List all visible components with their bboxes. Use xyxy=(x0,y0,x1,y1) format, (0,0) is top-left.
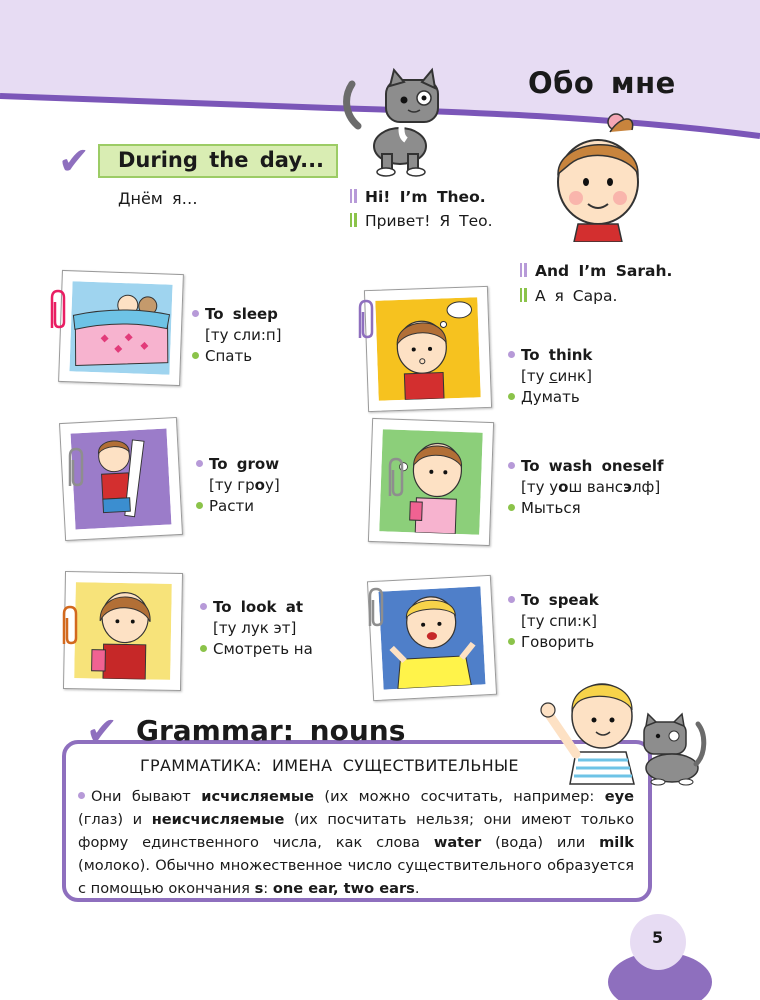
pron-stress: о xyxy=(558,478,569,496)
bar-marker xyxy=(350,189,357,203)
term-uncountable: неисчисляемые xyxy=(151,811,285,828)
paperclip-icon xyxy=(44,288,70,332)
vocab-item-speak xyxy=(508,590,599,653)
look-at-picture xyxy=(74,582,172,680)
grammar-part: . xyxy=(414,880,420,897)
vocab-ru xyxy=(192,346,282,367)
pron-part: [ту гр xyxy=(209,476,255,494)
vocab-item-look-at xyxy=(200,597,313,660)
vocab-item-grow xyxy=(196,454,280,517)
term-eye: eye xyxy=(604,788,634,805)
boy-theo-icon xyxy=(540,664,710,786)
dot-marker xyxy=(200,645,207,652)
sleep-picture xyxy=(69,281,172,374)
vocab-ru xyxy=(200,639,313,660)
pron-part: у] xyxy=(264,476,280,494)
vocab-en-text: To grow xyxy=(209,455,280,473)
vocab-ru-text: Расти xyxy=(209,497,254,515)
bar-marker xyxy=(350,213,357,227)
pron-part: [ту у xyxy=(521,478,559,496)
dot-marker xyxy=(196,460,203,467)
vocab-ru-text: Смотреть на xyxy=(213,640,313,658)
bar-marker xyxy=(520,263,527,277)
paperclip-icon xyxy=(62,446,88,490)
vocab-pron: [ту спи:к] xyxy=(521,612,598,630)
vocab-pron xyxy=(508,366,592,387)
grammar-part: (их можно сосчитать, например: xyxy=(313,788,605,805)
pron-stress: с xyxy=(549,367,558,385)
pron-part: лф] xyxy=(631,478,661,496)
vocab-ru xyxy=(196,496,280,517)
vocab-en-text: To wash oneself xyxy=(521,457,664,475)
vocab-en-text: To sleep xyxy=(205,305,278,323)
dot-marker xyxy=(508,596,515,603)
term-countable: исчисляемые xyxy=(201,788,314,805)
sarah-ru-text: А я Сара. xyxy=(535,287,618,305)
page-number-badge xyxy=(608,912,718,1000)
theo-en-text: Hi! I’m Theo. xyxy=(365,188,486,206)
pron-stress: э xyxy=(623,478,632,496)
dot-marker xyxy=(78,792,85,799)
term-milk: milk xyxy=(599,834,634,851)
grammar-part: : xyxy=(263,880,273,897)
theo-line-en xyxy=(350,188,486,206)
grammar-part: Они бывают xyxy=(91,788,202,805)
pron-part: [ту xyxy=(521,367,550,385)
grammar-subtitle: ГРАММАТИКА: ИМЕНА СУЩЕСТВИТЕЛЬНЫЕ xyxy=(140,756,519,775)
paperclip-icon xyxy=(352,298,378,342)
paperclip-icon xyxy=(56,604,82,648)
vocab-ru-text: Думать xyxy=(521,388,580,406)
sarah-line-en xyxy=(520,262,672,280)
term-example: one ear, two ears xyxy=(272,880,415,897)
sarah-en-text: And I’m Sarah. xyxy=(535,262,673,280)
page-number: 5 xyxy=(652,928,664,947)
sarah-line-ru xyxy=(520,287,617,305)
dot-marker xyxy=(200,603,207,610)
dot-marker xyxy=(508,462,515,469)
term-s: s xyxy=(254,880,264,897)
check-icon: ✔ xyxy=(58,139,90,183)
vocab-pron xyxy=(196,475,280,496)
dot-marker xyxy=(508,393,515,400)
vocab-item-think xyxy=(508,345,592,408)
theo-line-ru xyxy=(350,212,493,230)
term-water: water xyxy=(433,834,482,851)
vocab-en xyxy=(508,456,664,477)
pron-part: ш ванс xyxy=(568,478,624,496)
bar-marker xyxy=(520,288,527,302)
grammar-text xyxy=(78,785,634,900)
vocab-pron: [ту лук эт] xyxy=(213,619,297,637)
dot-marker xyxy=(192,310,199,317)
vocab-en-text: To look at xyxy=(213,598,304,616)
vocab-pron xyxy=(508,477,664,498)
grammar-part: (молоко). Обычно множественное число существительного образуется с помощью окончания xyxy=(78,857,634,897)
dot-marker xyxy=(196,502,203,509)
dot-marker xyxy=(508,351,515,358)
pron-stress: о xyxy=(254,476,265,494)
photo-sleep xyxy=(58,270,184,386)
grammar-part: (вода) или xyxy=(481,834,600,851)
section-subtitle: Днём я… xyxy=(118,189,198,208)
page-title: Обо мне xyxy=(528,66,676,100)
think-picture xyxy=(375,297,480,400)
section-title: During the day... xyxy=(98,144,338,178)
grammar-part: (глаз) и xyxy=(78,811,152,828)
grammar-part: (их посчитать нельзя; они имеют только форму единственного числа, как слова xyxy=(78,811,634,851)
vocab-ru xyxy=(508,387,592,408)
dot-marker xyxy=(192,352,199,359)
vocab-en xyxy=(508,590,599,611)
vocab-en xyxy=(508,345,592,366)
vocab-en xyxy=(200,597,313,618)
theo-ru-text: Привет! Я Тео. xyxy=(365,212,493,230)
speak-picture xyxy=(379,586,486,689)
grammar-title: Grammar: nouns xyxy=(136,714,406,747)
dot-marker xyxy=(508,504,515,511)
paperclip-icon xyxy=(362,586,388,630)
cat-icon xyxy=(338,66,450,178)
paperclip-icon xyxy=(382,456,408,500)
vocab-ru-text: Говорить xyxy=(521,633,595,651)
pron-part: инк] xyxy=(557,367,592,385)
vocab-en-text: To speak xyxy=(521,591,599,609)
photo-think xyxy=(364,286,492,412)
vocab-en-text: To think xyxy=(521,346,593,364)
vocab-en xyxy=(192,304,282,325)
vocab-ru xyxy=(508,632,599,653)
vocab-item-sleep xyxy=(192,304,282,367)
vocab-ru xyxy=(508,498,664,519)
vocab-item-wash-oneself xyxy=(508,456,664,519)
vocab-en xyxy=(196,454,280,475)
check-icon: ✔ xyxy=(86,709,118,753)
dot-marker xyxy=(508,638,515,645)
girl-sarah-icon xyxy=(550,108,646,242)
vocab-ru-text: Мыться xyxy=(521,499,581,517)
vocab-pron: [ту сли:п] xyxy=(205,326,282,344)
vocab-ru-text: Спать xyxy=(205,347,253,365)
